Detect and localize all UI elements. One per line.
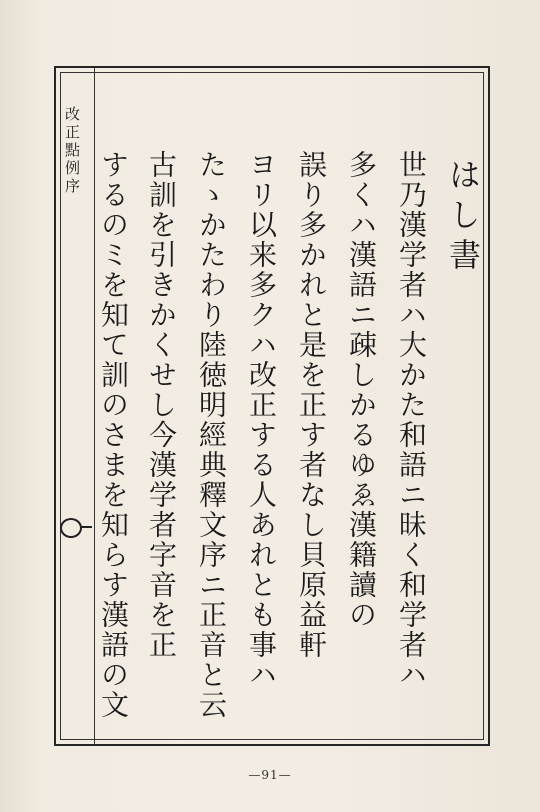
margin-title: 改正點例序	[63, 106, 81, 196]
margin-dash-mark	[80, 526, 92, 528]
page-number: —91—	[248, 768, 292, 782]
margin-circle-mark	[60, 518, 82, 538]
text-column-7: するのミを知て訓のさまを知らす漢語の文	[97, 150, 130, 720]
text-column-1: 世乃漢学者ハ大かた和語ニ昧く和学者ハ	[395, 150, 428, 690]
text-column-3: 誤り多かれと是を正す者なし貝原益軒	[295, 150, 328, 660]
text-column-5: たゝかたわり陸徳明經典釋文序ニ正音と云	[195, 150, 228, 720]
text-column-4: ヨリ以来多クハ改正する人あれとも事ハ	[245, 150, 278, 690]
heading: はし書	[444, 158, 482, 278]
gutter-divider	[94, 68, 95, 744]
text-column-2: 多くハ漢語ニ疎しかるゆゑ漢籍讀の	[345, 150, 378, 630]
text-column-6: 古訓を引きかくせし今漢学者字音を正	[145, 150, 178, 660]
